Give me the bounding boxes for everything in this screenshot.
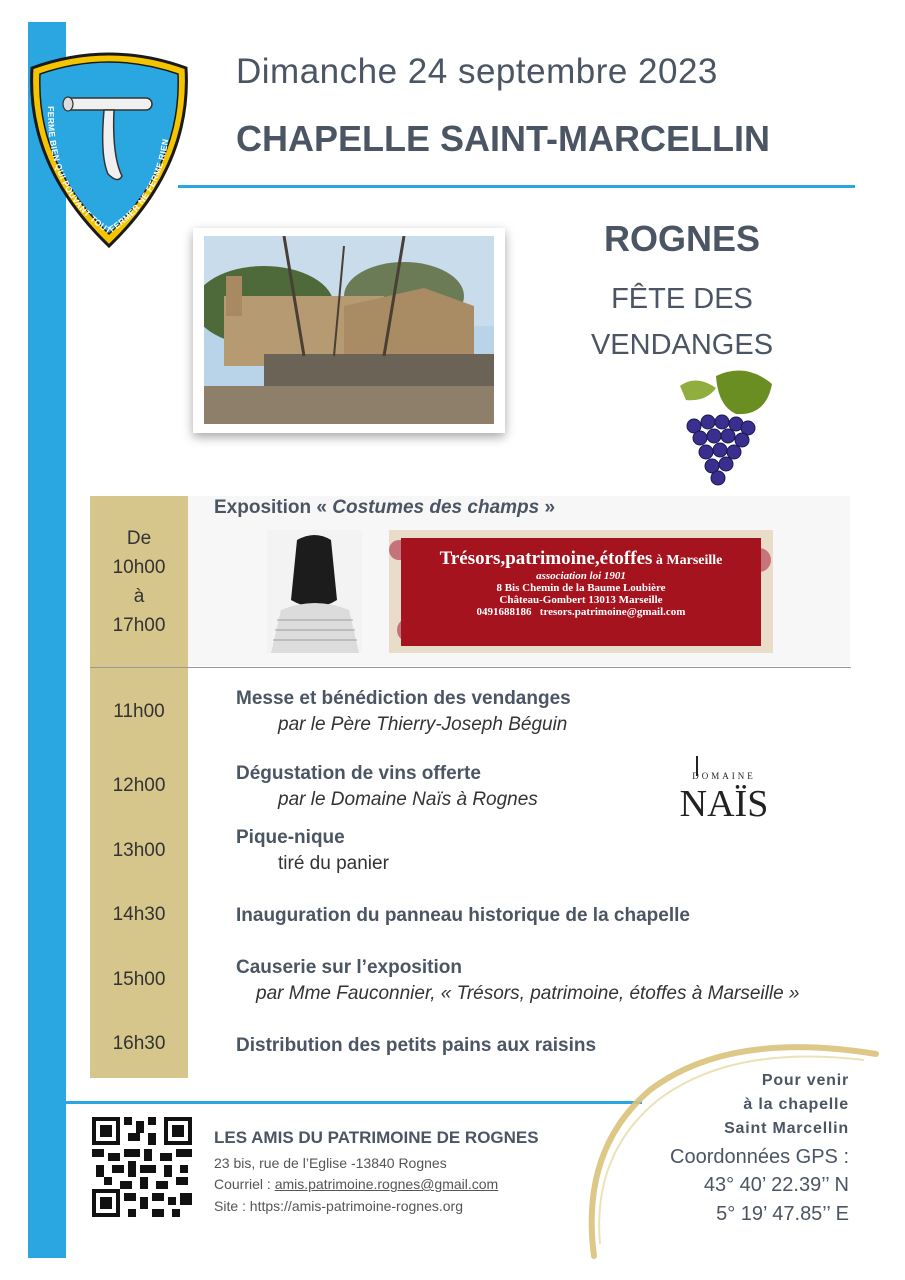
hours-start: 10h00 [112,557,166,578]
directions-line2: à la chapelle [743,1096,849,1113]
email-label: Courriel : [214,1176,275,1192]
tresors-association-banner [389,530,773,653]
costume-photo [267,530,362,653]
gps-label: Coordonnées GPS : [670,1146,849,1168]
time-slot: 16h30 [112,1033,166,1054]
chapel-photo [193,228,505,433]
activity-title: Causerie sur l’exposition [236,957,462,978]
tresors-name: Trésors,patrimoine,étoffes [439,548,653,569]
event-name-line1: FÊTE DES [611,283,753,315]
svg-text:FERME BIEN QUI POUVANT TOUT FE: FERME BIEN QUI POUVANT TOUT FERMER NE FERME RIEN [45,106,171,236]
activity-title: Pique-nique [236,827,345,848]
domaine-nais-logo [672,756,776,828]
qr-code-icon[interactable] [92,1117,192,1217]
activity-title: Messe et bénédiction des vendanges [236,688,571,709]
activity-title: Distribution des petits pains aux raisins [236,1035,597,1056]
activity-sub: par le Père Thierry-Joseph Béguin [278,714,568,735]
organisation-address: 23 bis, rue de l’Eglise -13840 Rognes [214,1155,447,1171]
hours-to-label: à [133,586,145,607]
grapes-icon [676,366,776,496]
tresors-city: à Marseille [652,553,723,568]
chapel-title: CHAPELLE SAINT-MARCELLIN [236,118,770,159]
hours-end: 17h00 [112,615,166,636]
time-slot: 14h30 [112,904,166,925]
activity-sub: tiré du panier [278,853,389,874]
time-slot: 11h00 [113,701,165,722]
email-link[interactable]: amis.patrimoine.rognes@gmail.com [274,1176,499,1192]
organisation-site[interactable]: Site : https://amis-patrimoine-rognes.org [214,1198,463,1214]
directions-line3: Saint Marcellin [724,1120,849,1137]
event-date: Dimanche 24 septembre 2023 [236,52,718,91]
event-name-line2: VENDANGES [590,329,774,361]
time-slot: 15h00 [112,969,166,990]
footer-divider [66,1101,642,1104]
activity-title: Inauguration du panneau historique de la chapelle [236,905,690,926]
hours-from-label: De [126,528,152,549]
tresors-address-2: Château-Gombert 13013 Marseille [499,594,663,606]
organisation-name: LES AMIS DU PATRIMOINE DE ROGNES [214,1128,539,1147]
association-shield-logo [26,46,192,252]
exposition-title: Exposition « Costumes des champs » [214,497,556,518]
gps-longitude: 5° 19’ 47.85’’ E [716,1203,849,1225]
gps-latitude: 43° 40’ 22.39’’ N [703,1174,849,1196]
tresors-phone: 0491688186 [476,606,532,618]
schedule-divider [90,667,851,668]
time-slot: 13h00 [112,840,166,861]
schedule-time-column [90,496,188,1078]
activity-sub: par le Domaine Naïs à Rognes [278,789,538,810]
title-divider [178,185,855,188]
exposition-name: Costumes des champs [332,497,540,518]
nais-label: NAÏS [679,783,769,825]
exposition-hours [90,524,188,640]
town-name: ROGNES [603,218,761,259]
activity-sub: par Mme Fauconnier, « Trésors, patrimoine, étoffes à Marseille » [256,983,800,1004]
activity-title: Dégustation de vins offerte [236,763,481,784]
organisation-email-line [214,1176,498,1192]
directions-line1: Pour venir [761,1072,849,1089]
tresors-email: tresors.patrimoine@gmail.com [539,606,686,618]
tresors-address-1: 8 Bis Chemin de la Baume Loubière [496,582,666,594]
domaine-label: DOMAINE [692,771,756,781]
time-slot: 12h00 [112,775,166,796]
tresors-assoc: association loi 1901 [536,570,626,582]
event-name [560,276,804,368]
